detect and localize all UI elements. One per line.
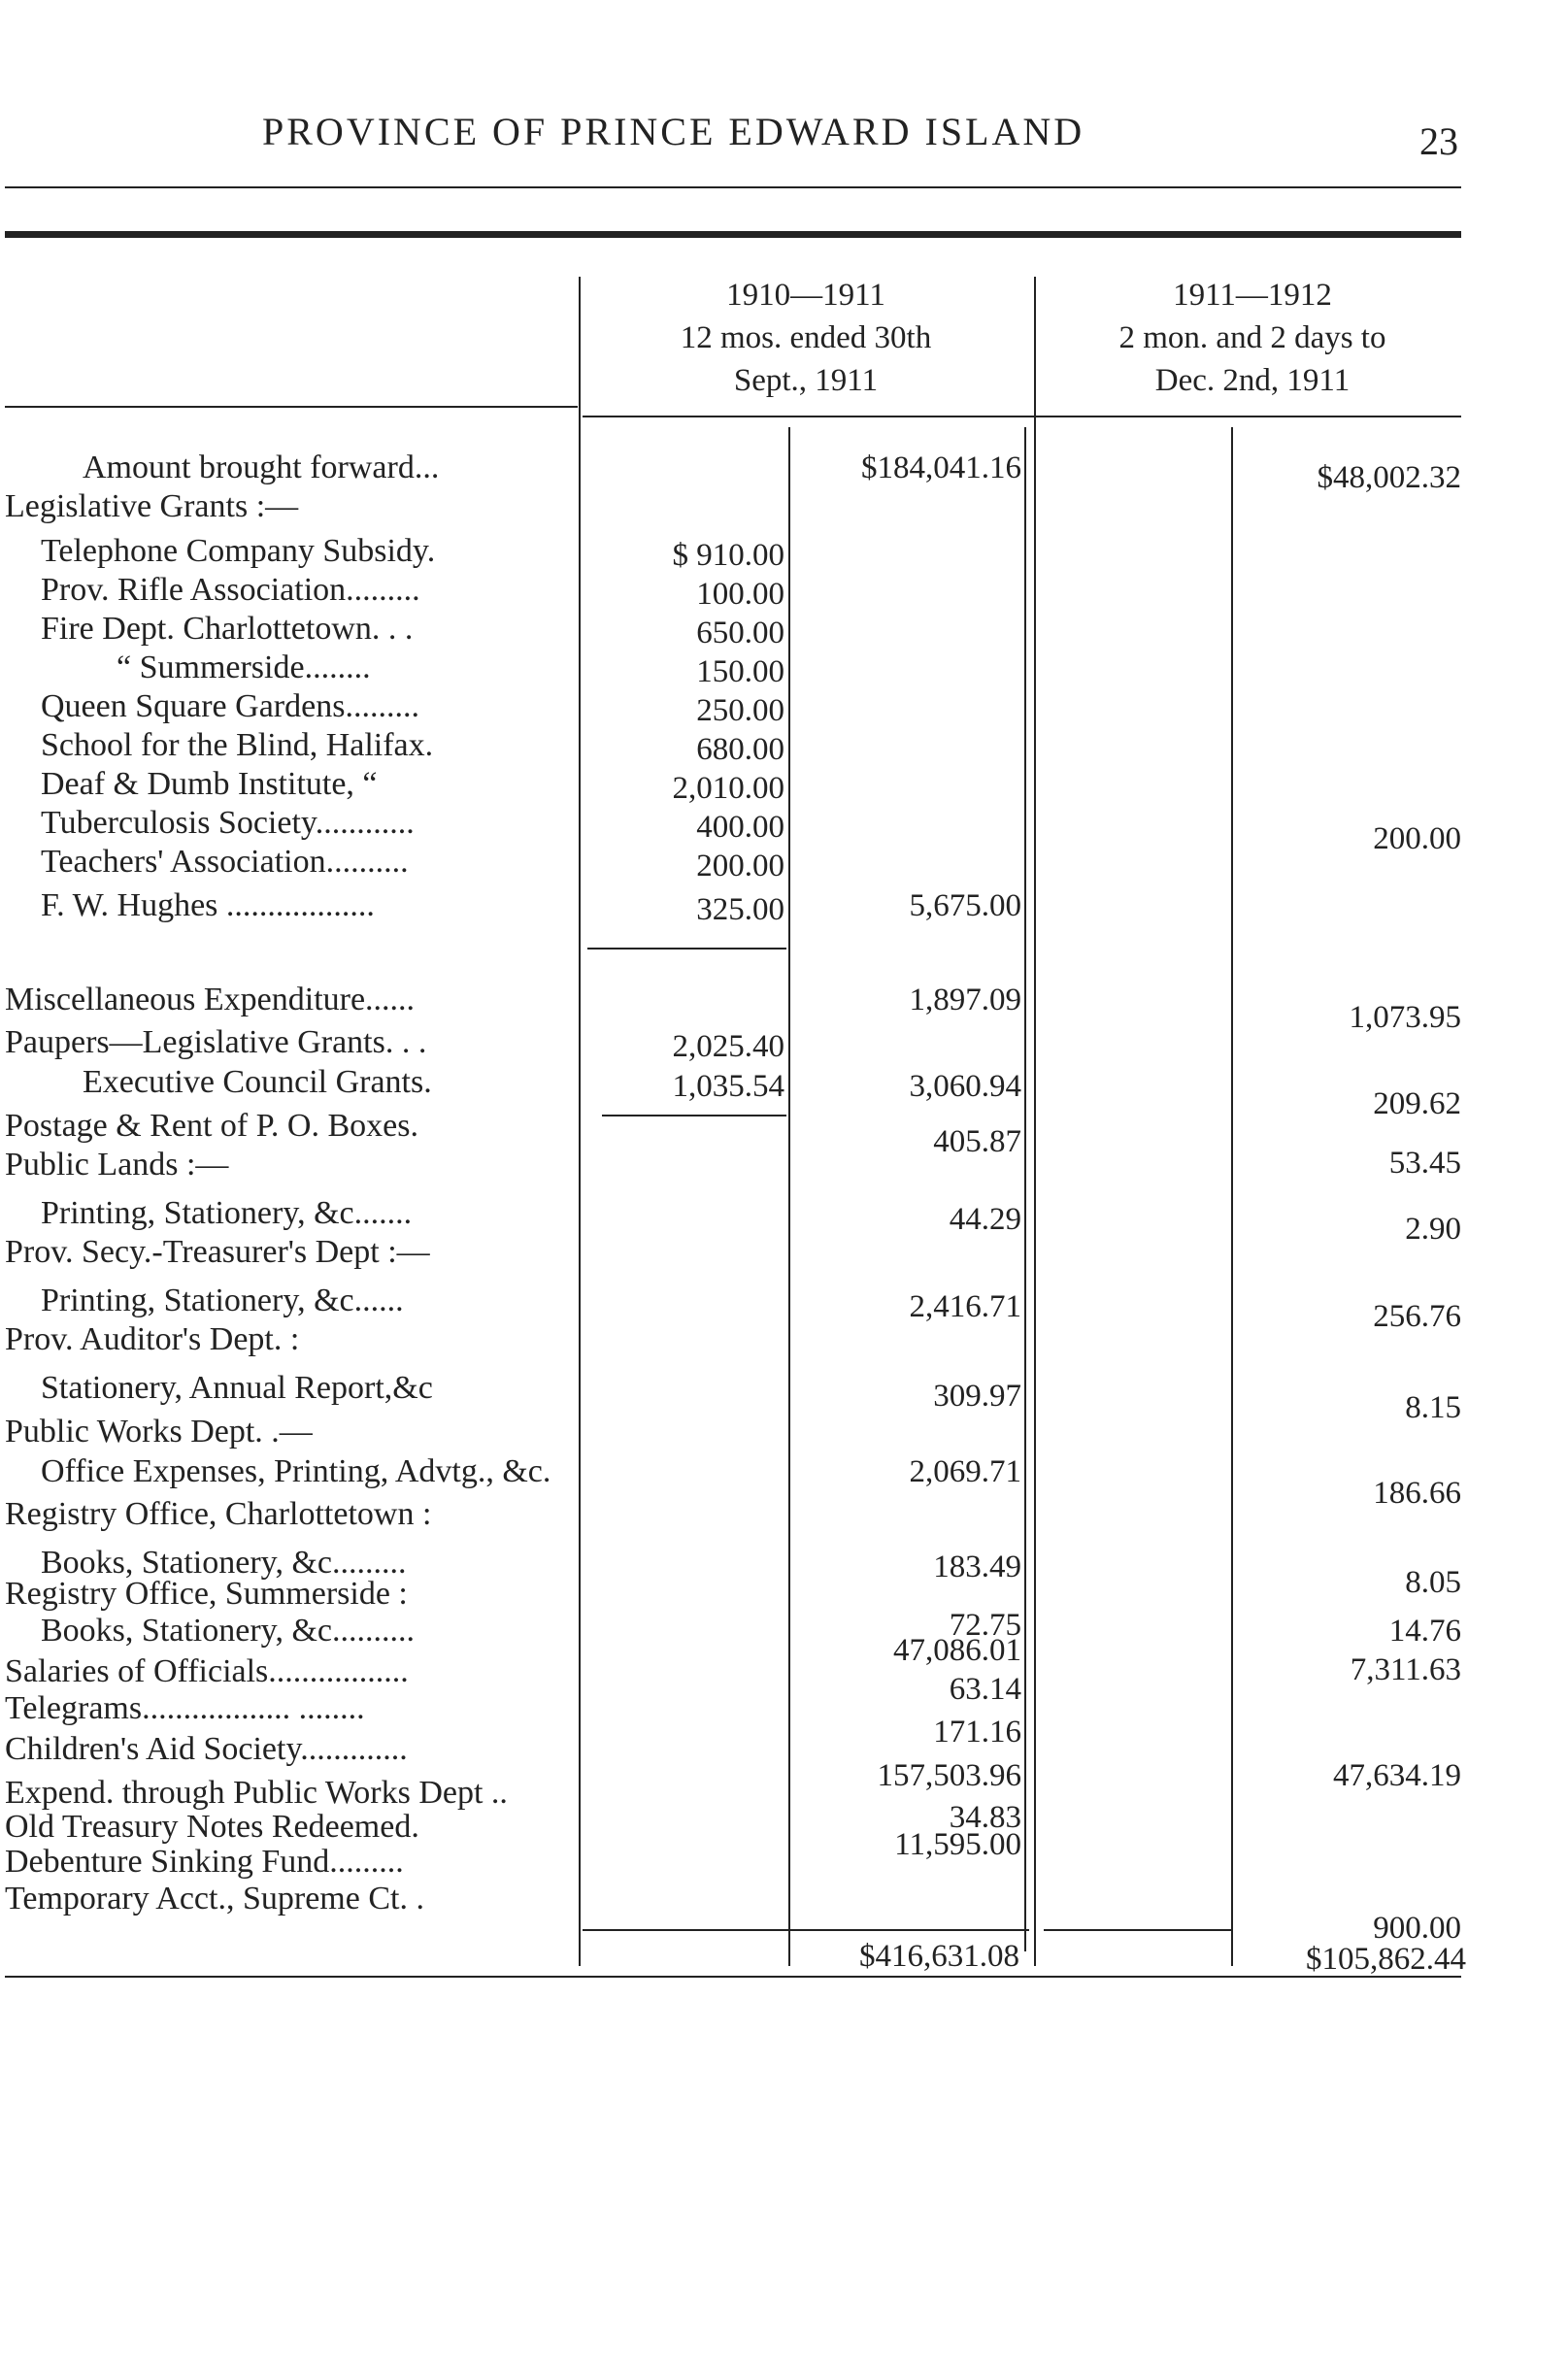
row-subamount: 400.00 bbox=[696, 810, 784, 845]
row-label: Executive Council Grants. bbox=[83, 1064, 432, 1100]
row-label: School for the Blind, Halifax. bbox=[41, 727, 434, 763]
row-subamount: 2,025.40 bbox=[672, 1029, 784, 1064]
row-label: Registry Office, Summerside : bbox=[5, 1576, 408, 1612]
total-col1: $416,631.08 bbox=[859, 1939, 1019, 1974]
row-col2-amount: 2.90 bbox=[1405, 1212, 1461, 1247]
row-subamount: $ 910.00 bbox=[672, 538, 784, 573]
row-subamount: 325.00 bbox=[696, 892, 784, 927]
row-label: F. W. Hughes .................. bbox=[41, 887, 375, 923]
row-label: Queen Square Gardens......... bbox=[41, 688, 419, 724]
col1-heading-line: 1910—1911 bbox=[726, 278, 885, 313]
row-label: Teachers' Association.......... bbox=[41, 844, 409, 880]
row-col2-amount: 1,073.95 bbox=[1349, 1000, 1461, 1035]
row-label: Postage & Rent of P. O. Boxes. bbox=[5, 1108, 418, 1144]
row-col1-amount: 171.16 bbox=[933, 1715, 1021, 1750]
row-col1-amount: 405.87 bbox=[933, 1124, 1021, 1159]
row-subamount: 250.00 bbox=[696, 693, 784, 728]
row-col2-amount: 8.05 bbox=[1405, 1565, 1461, 1600]
row-col1-amount: $184,041.16 bbox=[861, 450, 1021, 485]
row-col2-amount: 47,634.19 bbox=[1333, 1758, 1461, 1793]
row-col1-amount: 34.83 bbox=[949, 1800, 1021, 1835]
row-label: Temporary Acct., Supreme Ct. . bbox=[5, 1881, 424, 1916]
row-col1-amount: 11,595.00 bbox=[894, 1827, 1021, 1862]
col2-heading-line: 1911—1912 bbox=[1173, 278, 1332, 313]
row-col1-amount: 44.29 bbox=[949, 1202, 1021, 1237]
row-label: Old Treasury Notes Redeemed. bbox=[5, 1809, 419, 1845]
subtotal-rule bbox=[602, 1115, 786, 1116]
row-col1-amount: 5,675.00 bbox=[909, 888, 1021, 923]
row-col1-amount: 157,503.96 bbox=[877, 1758, 1021, 1793]
table-top-rule bbox=[5, 231, 1461, 238]
row-col2-amount: 8.15 bbox=[1405, 1390, 1461, 1425]
row-label: Tuberculosis Society............ bbox=[41, 805, 415, 841]
row-label: “ Summerside........ bbox=[117, 650, 371, 685]
row-subamount: 150.00 bbox=[696, 654, 784, 689]
row-subamount: 680.00 bbox=[696, 732, 784, 767]
row-label: Registry Office, Charlottetown : bbox=[5, 1496, 432, 1532]
row-col2-amount: 14.76 bbox=[1388, 1614, 1461, 1649]
total-rule bbox=[1044, 1929, 1233, 1931]
col2-heading-line: 2 mon. and 2 days to bbox=[1118, 320, 1386, 355]
row-label: Stationery, Annual Report,&c bbox=[41, 1370, 433, 1406]
row-label: Fire Dept. Charlottetown. . . bbox=[41, 611, 414, 647]
row-label: Telephone Company Subsidy. bbox=[41, 533, 436, 569]
col1-heading-line: Sept., 1911 bbox=[733, 363, 879, 398]
column-rule bbox=[1231, 427, 1233, 1966]
row-label: Printing, Stationery, &c....... bbox=[41, 1195, 413, 1231]
row-label: Books, Stationery, &c......... bbox=[41, 1545, 407, 1581]
row-col1-amount: 183.49 bbox=[933, 1550, 1021, 1584]
column-rule bbox=[788, 427, 790, 1966]
row-subamount: 650.00 bbox=[696, 616, 784, 650]
row-label: Legislative Grants :— bbox=[5, 488, 299, 524]
heading-rule-right bbox=[583, 416, 1461, 417]
row-col2-amount: 53.45 bbox=[1388, 1146, 1461, 1181]
row-col1-amount: 47,086.01 bbox=[893, 1633, 1021, 1668]
column-rule bbox=[1034, 277, 1036, 1966]
row-col1-amount: 63.14 bbox=[949, 1672, 1021, 1707]
header-rule bbox=[5, 186, 1461, 188]
row-subamount: 100.00 bbox=[696, 577, 784, 612]
row-col2-amount: 200.00 bbox=[1373, 821, 1461, 856]
row-subamount: 200.00 bbox=[696, 849, 784, 883]
col1-heading bbox=[583, 274, 1029, 402]
row-col1-amount: 1,897.09 bbox=[909, 983, 1021, 1017]
row-subamount: 1,035.54 bbox=[672, 1069, 784, 1104]
subtotal-rule bbox=[587, 948, 786, 950]
row-col1-amount: 72.75 bbox=[949, 1608, 1021, 1643]
total-rule bbox=[583, 1929, 1029, 1931]
row-col2-amount: 186.66 bbox=[1373, 1476, 1461, 1511]
row-label: Telegrams.................. ........ bbox=[5, 1690, 365, 1726]
col2-heading-line: Dec. 2nd, 1911 bbox=[1154, 363, 1351, 398]
row-label: Children's Aid Society............. bbox=[5, 1731, 408, 1767]
page-title: PROVINCE OF PRINCE EDWARD ISLAND bbox=[262, 110, 1085, 153]
row-col1-amount: 309.97 bbox=[933, 1379, 1021, 1414]
total-col2: $105,862.44 bbox=[1306, 1942, 1466, 1977]
row-col2-amount: 900.00 bbox=[1373, 1911, 1461, 1946]
column-rule bbox=[579, 277, 581, 1966]
row-label: Deaf & Dumb Institute, “ bbox=[41, 766, 378, 802]
row-label: Prov. Rifle Association......... bbox=[41, 572, 420, 608]
row-label: Printing, Stationery, &c...... bbox=[41, 1283, 404, 1318]
row-label: Public Lands :— bbox=[5, 1147, 229, 1183]
row-col2-amount: 256.76 bbox=[1373, 1299, 1461, 1334]
row-label: Office Expenses, Printing, Advtg., &c. bbox=[41, 1453, 551, 1489]
row-col1-amount: 3,060.94 bbox=[909, 1069, 1021, 1104]
row-label: Debenture Sinking Fund......... bbox=[5, 1844, 404, 1880]
row-label: Prov. Auditor's Dept. : bbox=[5, 1321, 300, 1357]
heading-rule-left bbox=[5, 406, 578, 408]
row-label: Amount brought forward... bbox=[83, 450, 440, 485]
row-col1-amount: 2,416.71 bbox=[909, 1289, 1021, 1324]
row-label: Salaries of Officials................. bbox=[5, 1653, 409, 1689]
col2-heading bbox=[1039, 274, 1466, 402]
row-label: Books, Stationery, &c.......... bbox=[41, 1613, 415, 1649]
column-rule bbox=[1024, 427, 1026, 1951]
row-label: Prov. Secy.-Treasurer's Dept :— bbox=[5, 1234, 430, 1270]
row-col2-amount: 209.62 bbox=[1373, 1086, 1461, 1121]
row-label: Public Works Dept. .— bbox=[5, 1414, 313, 1450]
row-col2-amount: $48,002.32 bbox=[1317, 460, 1461, 495]
row-label: Paupers—Legislative Grants. . . bbox=[5, 1024, 427, 1060]
row-col1-amount: 2,069.71 bbox=[909, 1454, 1021, 1489]
row-subamount: 2,010.00 bbox=[672, 771, 784, 806]
row-col2-amount: 7,311.63 bbox=[1350, 1652, 1461, 1687]
row-label: Miscellaneous Expenditure...... bbox=[5, 982, 416, 1017]
page-number: 23 bbox=[1419, 119, 1458, 163]
col1-heading-line: 12 mos. ended 30th bbox=[680, 320, 932, 355]
row-label: Expend. through Public Works Dept .. bbox=[5, 1775, 508, 1811]
